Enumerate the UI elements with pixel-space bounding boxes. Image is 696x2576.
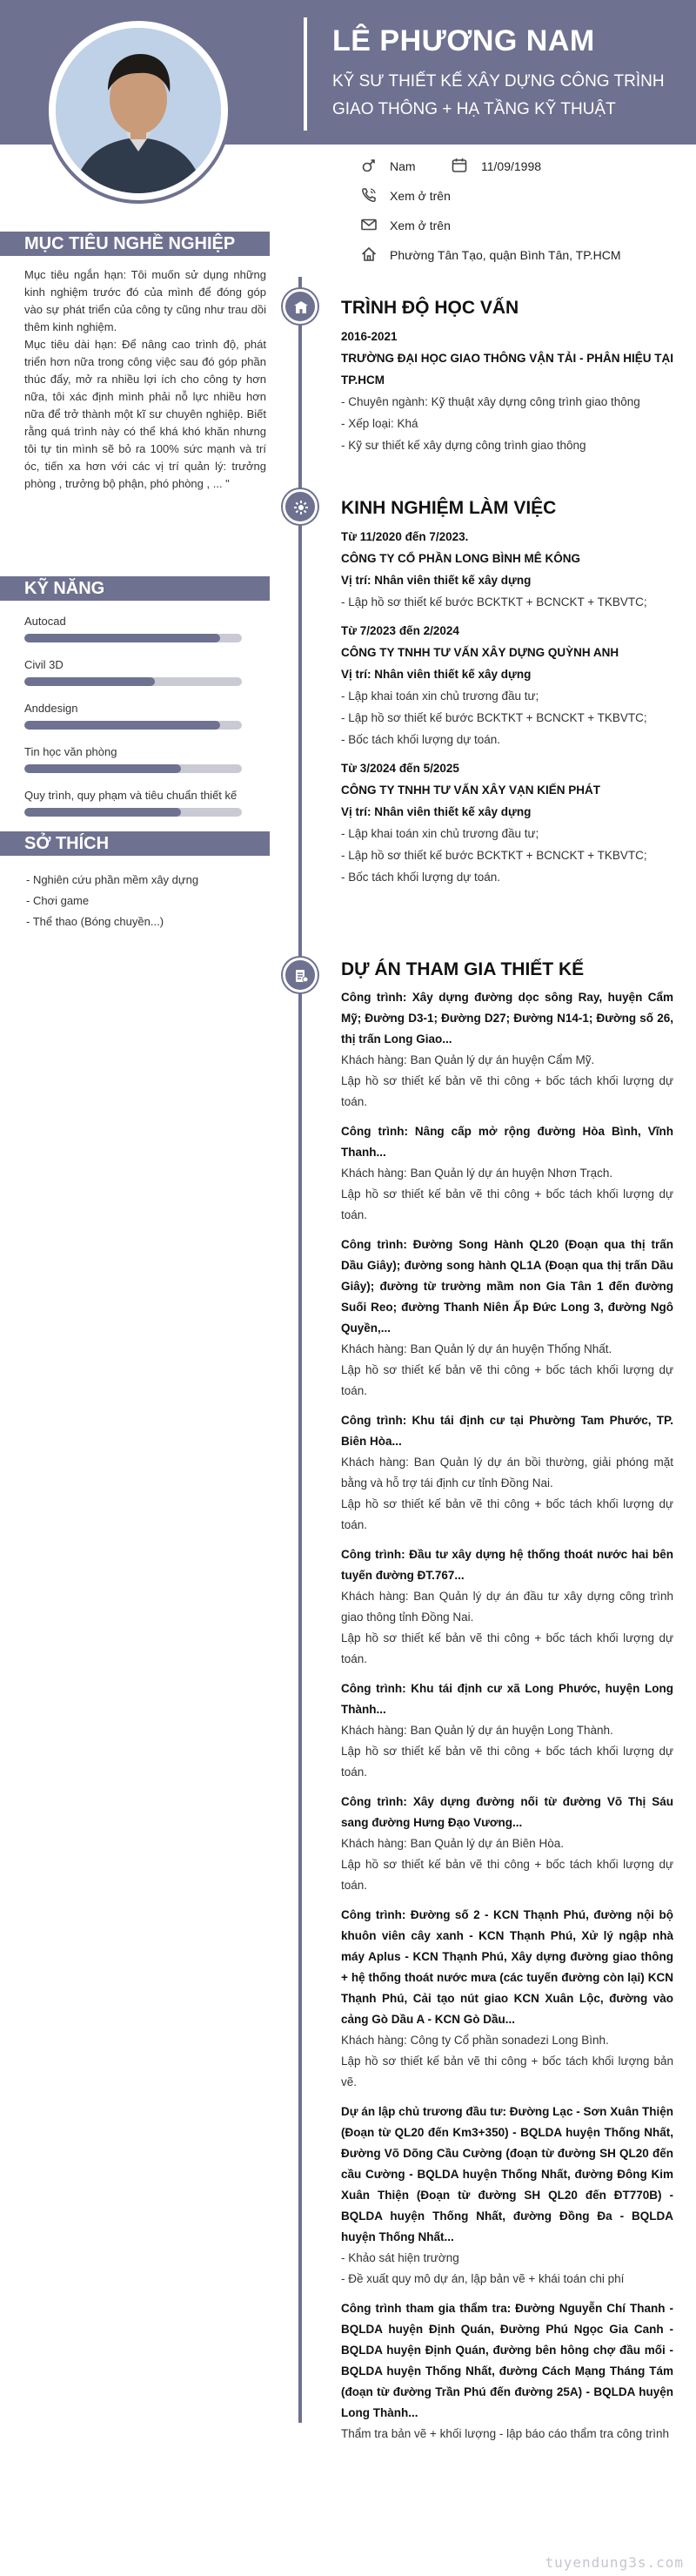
job-position: Vị trí: Nhân viên thiết kế xây dựng xyxy=(341,574,532,587)
job-period: Từ 7/2023 đến 2/2024 xyxy=(341,624,459,637)
education-icon xyxy=(283,289,318,324)
objective-title: MỤC TIÊU NGHỀ NGHIỆP xyxy=(0,232,270,256)
education-school: TRƯỜNG ĐẠI HỌC GIAO THÔNG VẬN TẢI - PHÂN HIỆU TẠI TP.HCM xyxy=(341,352,673,387)
experience-icon xyxy=(283,489,318,524)
birthday-value: 11/09/1998 xyxy=(481,159,542,173)
contact-row-gender xyxy=(0,157,696,178)
candidate-name: LÊ PHƯƠNG NAM xyxy=(332,24,595,57)
project-name: Công trình: Đầu tư xây dựng hệ thống thoát nước hai bên tuyến đường ĐT.767... xyxy=(341,1548,673,1582)
project-entry xyxy=(341,1678,673,1783)
job-duty: - Lập hồ sơ thiết kế bước BCKTKT + BCNCKT + TKBVTC; xyxy=(341,595,647,609)
hobbies-title: SỞ THÍCH xyxy=(0,831,270,856)
job-duty: - Bốc tách khối lượng dự toán. xyxy=(341,871,501,884)
job-position: Vị trí: Nhân viên thiết kế xây dựng xyxy=(341,668,532,681)
skill-bar-fill xyxy=(24,808,181,817)
job-entry xyxy=(341,526,673,613)
project-name: Công trình: Xây dựng đường dọc sông Ray, huyện Cẩm Mỹ; Đường D3-1; Đường D27; Đường N14-1; Đường số 26, thị trấn Long Giao... xyxy=(341,991,673,1046)
education-detail: - Kỹ sư thiết kế xây dựng công trình giao thông xyxy=(341,439,586,452)
project-name: Công trình: Khu tái định cư xã Long Phước, huyện Long Thành... xyxy=(341,1682,673,1716)
skill-label: Tin học văn phòng xyxy=(24,745,117,758)
watermark: tuyendung3s.com xyxy=(545,2554,684,2571)
skill-bar-track xyxy=(24,808,242,817)
job-entry xyxy=(341,757,673,888)
project-task: Lập hồ sơ thiết kế bản vẽ thi công + bốc tách khối lượng dự toán. xyxy=(341,1497,673,1531)
project-task: Lập hồ sơ thiết kế bản vẽ thi công + bốc tách khối lượng dự toán. xyxy=(341,1363,673,1397)
project-name: Công trình tham gia thẩm tra: Đường Nguyễn Chí Thanh - BQLDA huyện Định Quán, Đường Phú Ngọc Gia Canh - BQLDA huyện Định Quán, đường bên hông chợ đầu mối - BQLDA huyện Thống Nhất, đường Cách Mạng Tháng Tám (đoạn từ đường Trần Phú đến đường 25A) - BQLDA huyện Long Thành... xyxy=(341,2302,673,2419)
project-entry xyxy=(341,987,673,1113)
project-name: Công trình: Đường Song Hành QL20 (Đoạn qua thị trấn Dầu Giây); đường song hành QL1A (Đoạn qua thị trấn Dầu Giây); đường từ trường mầm non Gia Tân 1 đến đường Suối Reo; đường Thanh Niên Ấp Đức Long 3, đường Ngô Quyền,... xyxy=(341,1238,673,1335)
project-task: - Đề xuất quy mô dự án, lập bản vẽ + khái toán chi phí xyxy=(341,2272,625,2285)
email-icon xyxy=(360,216,378,233)
project-task: Lập hồ sơ thiết kế bản vẽ thi công + bốc tách khối lượng dự toán. xyxy=(341,1631,673,1665)
email-value[interactable]: Xem ở trên xyxy=(390,219,451,232)
job-duty: - Lập khai toán xin chủ trương đầu tư; xyxy=(341,689,539,703)
project-client: Khách hàng: Ban Quản lý dự án huyện Thống Nhất. xyxy=(341,1342,612,1355)
project-entry xyxy=(341,1234,673,1402)
project-name: Công trình: Xây dựng đường nối từ đường Võ Thị Sáu sang đường Hưng Đạo Vương... xyxy=(341,1795,673,1829)
project-task: Lập hồ sơ thiết kế bản vẽ thi công + bốc tách khối lượng dự toán. xyxy=(341,1745,673,1779)
job-company: CÔNG TY TNHH TƯ VẤN XÂY DỰNG QUỲNH ANH xyxy=(341,646,619,659)
project-client: Khách hàng: Ban Quản lý dự án huyện Long Thành. xyxy=(341,1724,613,1737)
education-detail: - Chuyên ngành: Kỹ thuật xây dựng công trình giao thông xyxy=(341,395,640,408)
project-entry xyxy=(341,1544,673,1670)
project-task: Lập hồ sơ thiết kế bản vẽ thi công + bốc tách khối lượng dự toán. xyxy=(341,1074,673,1108)
phone-icon xyxy=(360,186,378,204)
project-client: Khách hàng: Ban Quản lý dự án bồi thường, giải phóng mặt bằng và hỗ trợ tái định cư tỉnh Đồng Nai. xyxy=(341,1456,673,1490)
job-entry xyxy=(341,620,673,750)
skill-label: Civil 3D xyxy=(24,658,64,671)
skill-bar-fill xyxy=(24,634,220,642)
job-duty: - Bốc tách khối lượng dự toán. xyxy=(341,733,501,746)
job-duty: - Lập hồ sơ thiết kế bước BCKTKT + BCNCKT + TKBVTC; xyxy=(341,711,647,724)
project-client: Khách hàng: Ban Quản lý dự án huyện Cẩm Mỹ. xyxy=(341,1053,595,1066)
project-name: Dự án lập chủ trương đầu tư: Đường Lạc - Sơn Xuân Thiện (Đoạn từ QL20 đến Km3+350) - BQLDA huyện Thống Nhất, Đường Võ Dõng Cầu Cường (đoạn từ đường SH QL20 đến cầu Cường - BQLDA huyện Thống Nhất, đường Đông Kim Xuân Thiện (Đoạn từ đường SH QL20 đến ĐT770B) - BQLDA huyện Thống Nhất, đường Đồng Đa - BQLDA huyện Thống Nhất... xyxy=(341,2105,673,2243)
project-name: Công trình: Khu tái định cư tại Phường Tam Phước, TP. Biên Hòa... xyxy=(341,1414,673,1448)
home-icon xyxy=(360,245,378,263)
skill-bar-fill xyxy=(24,764,181,773)
project-client: - Khảo sát hiện trường xyxy=(341,2251,459,2264)
education-detail: - Xếp loại: Khá xyxy=(341,417,418,430)
skills-title: KỸ NĂNG xyxy=(0,576,270,601)
project-entry xyxy=(341,2298,673,2445)
skill-label: Autocad xyxy=(24,615,66,628)
job-duty: - Lập hồ sơ thiết kế bước BCKTKT + BCNCKT + TKBVTC; xyxy=(341,849,647,862)
projects-title: DỰ ÁN THAM GIA THIẾT KẾ xyxy=(341,959,585,979)
skill-bar-track xyxy=(24,634,242,642)
hobby-item: - Thể thao (Bóng chuyền...) xyxy=(26,915,164,928)
project-entry xyxy=(341,1121,673,1226)
job-period: Từ 11/2020 đến 7/2023. xyxy=(341,530,469,543)
hobby-item: - Chơi game xyxy=(26,894,90,907)
address-value: Phường Tân Tạo, quận Bình Tân, TP.HCM xyxy=(390,248,621,262)
objective-text: Mục tiêu ngắn hạn: Tôi muốn sử dụng những kinh nghiệm trước đó của mình để đóng góp vào sự phát triển của công ty cũng như trau dồi thêm kinh nghiệm. Mục tiêu dài hạn: Để nâng cao trình độ, phát triển hơn nữa trong công việc sau đó góp phần thúc đẩy, mở ra nhiều lợi ích cho công ty hơn nữa, tôi xác định mình phải nỗ lực nhiều hơn nữa để trở thành một kĩ sư chuyên nghiệp. Biết rằng quá trình này có thể khá khó khăn nhưng tôi tự tin mình sẽ bỏ ra 100% sức mạnh và trí óc, tiến xa hơn với các vị trí quản lý: trưởng phòng , trưởng bộ phận, phó phòng , ... " xyxy=(24,268,266,490)
experience-entries xyxy=(341,526,673,888)
job-title: KỸ SƯ THIẾT KẾ XÂY DỰNG CÔNG TRÌNH GIAO THÔNG + HẠ TẦNG KỸ THUẬT xyxy=(332,72,665,118)
header-divider xyxy=(304,17,307,131)
skill-bar-fill xyxy=(24,677,155,686)
project-task: Lập hồ sơ thiết kế bản vẽ thi công + bốc tách khối lượng dự toán. xyxy=(341,1187,673,1221)
project-entry xyxy=(341,1792,673,1896)
project-entry xyxy=(341,2102,673,2290)
job-company: CÔNG TY CỔ PHẦN LONG BÌNH MÊ KÔNG xyxy=(341,552,581,565)
job-period: Từ 3/2024 đến 5/2025 xyxy=(341,762,459,775)
project-client: Khách hàng: Ban Quản lý dự án đầu tư xây dựng công trình giao thông tỉnh Đồng Nai. xyxy=(341,1590,673,1624)
projects-icon xyxy=(283,958,318,992)
calendar-icon xyxy=(451,157,468,174)
hobby-item: - Nghiên cứu phần mềm xây dựng xyxy=(26,873,199,886)
skill-label: Quy trình, quy phạm và tiêu chuẩn thiết kế xyxy=(24,789,238,802)
skill-label: Anddesign xyxy=(24,702,78,715)
project-task: Lập hồ sơ thiết kế bản vẽ thi công + bốc tách khối lượng dự toán. xyxy=(341,1858,673,1892)
skill-bar-fill xyxy=(24,721,220,730)
skill-bar-track xyxy=(24,721,242,730)
education-period: 2016-2021 xyxy=(341,330,398,343)
job-duty: - Lập khai toán xin chủ trương đầu tư; xyxy=(341,827,539,840)
education-entry xyxy=(341,326,673,456)
timeline-line xyxy=(298,277,302,2423)
experience-title: KINH NGHIỆM LÀM VIỆC xyxy=(341,498,557,518)
gender-value: Nam xyxy=(390,159,416,173)
project-client: Khách hàng: Ban Quản lý dự án huyện Nhơn Trạch. xyxy=(341,1167,613,1180)
project-task: Lập hồ sơ thiết kế bản vẽ thi công + bốc tách khối lượng bản vẽ. xyxy=(341,2055,673,2088)
contact-row-phone xyxy=(0,186,696,207)
project-name: Công trình: Đường số 2 - KCN Thạnh Phú, đường nội bộ khuôn viên cây xanh - KCN Thạnh Phú, Xử lý ngập nhà máy Aplus - KCN Thạnh Phú, Xây dựng đường giao thông + hệ thống thoát nước mưa (các tuyến đường còn lại) KCN Thạnh Phú, Cải tạo nút giao KCN Xuân Lộc, đường vào cảng Gò Dầu A - KCN Gò Dầu... xyxy=(341,1908,673,2026)
job-company: CÔNG TY TNHH TƯ VẤN XÂY VẠN KIẾN PHÁT xyxy=(341,784,600,797)
phone-value[interactable]: Xem ở trên xyxy=(390,189,451,203)
skill-bar-track xyxy=(24,764,242,773)
project-client: Khách hàng: Công ty Cổ phần sonadezi Long Bình. xyxy=(341,2034,609,2047)
education-title: TRÌNH ĐỘ HỌC VẤN xyxy=(341,298,519,318)
project-name: Công trình: Nâng cấp mở rộng đường Hòa Bình, Vĩnh Thanh... xyxy=(341,1125,673,1159)
project-entry xyxy=(341,1905,673,2093)
skill-bar-track xyxy=(24,677,242,686)
projects-list xyxy=(341,987,673,2445)
project-entry xyxy=(341,1410,673,1536)
gender-icon xyxy=(360,157,378,174)
project-client: Thẩm tra bản vẽ + khối lượng - lập báo cáo thẩm tra công trình xyxy=(341,2427,669,2440)
job-position: Vị trí: Nhân viên thiết kế xây dựng xyxy=(341,805,532,818)
project-client: Khách hàng: Ban Quản lý dự án Biên Hòa. xyxy=(341,1837,564,1850)
